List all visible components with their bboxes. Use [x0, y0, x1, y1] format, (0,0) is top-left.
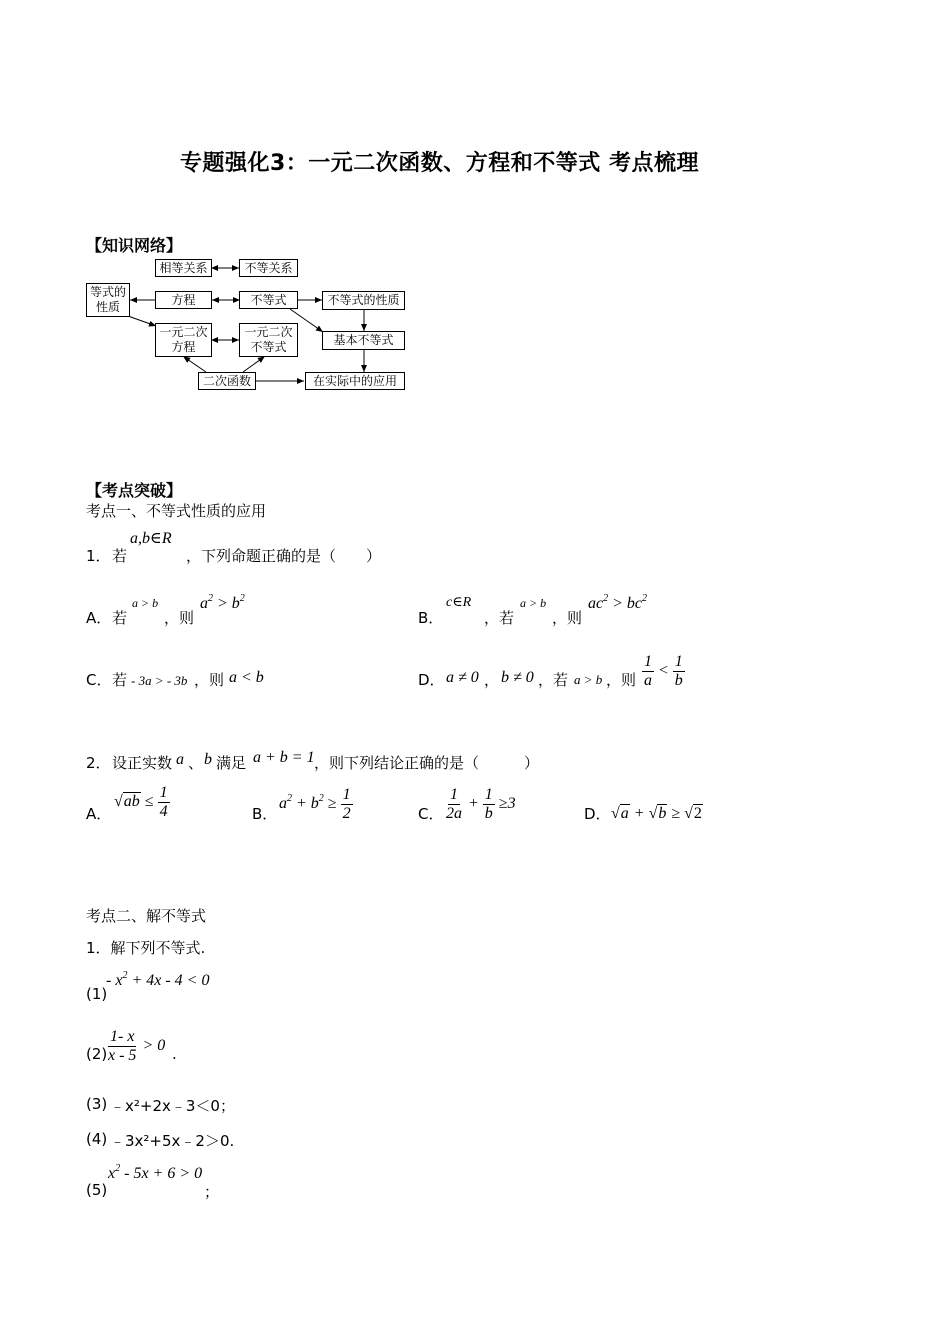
node-inequality: 不等式	[239, 291, 298, 309]
option-condition: c∈R	[446, 595, 472, 610]
node-equality-properties: 等式的 性质	[86, 283, 130, 317]
node-application: 在实际中的应用	[305, 372, 405, 390]
node-basic-inequality: 基本不等式	[322, 331, 405, 350]
node-equation: 方程	[155, 291, 212, 309]
q2-var-b: b	[204, 751, 212, 768]
option-label: C．	[418, 805, 444, 823]
q2-text: ，则下列结论正确的是（ ）	[314, 754, 540, 772]
q2-number: 2．	[86, 754, 111, 772]
point1-title: 考点一、不等式性质的应用	[86, 502, 267, 520]
option-label: B．	[252, 805, 278, 823]
node-equal-relation: 相等关系	[155, 259, 212, 277]
item-label: (1)	[86, 985, 108, 1003]
option-condition: a > b	[574, 672, 603, 687]
option-condition: a > b	[520, 596, 547, 610]
q1-condition: a,b∈R	[130, 530, 172, 547]
option-conclusion: a < b	[229, 669, 264, 686]
option-label: D．	[418, 671, 445, 689]
option-expr: $a^2 + b^2$ ≥ $\frac{1}{2}$	[279, 786, 351, 822]
option-text: ，若	[538, 671, 569, 689]
item-expr: $\frac{1- x}{x - 5}$ > 0	[108, 1028, 166, 1064]
q2-text: 设正实数	[112, 754, 173, 772]
option-expr: √ab ≤ $\frac{1}{4}$	[114, 784, 168, 820]
option-label: B．	[418, 609, 444, 627]
item-end: ；	[204, 1183, 220, 1201]
item-expr: - $x^2 + 4x - 4 < 0$	[106, 970, 210, 989]
item-label: (5)	[86, 1181, 108, 1199]
option-expr: $\frac{1}{2a}$ + $\frac{1}{b}$ ≥3	[446, 786, 516, 822]
option-text: 若	[112, 671, 128, 689]
option-conclusion: $ac^2 > bc^2$	[588, 593, 648, 612]
diagram-arrows	[0, 0, 950, 400]
option-text: ，则	[606, 671, 637, 689]
option-text: 若	[112, 609, 128, 627]
item-label: (4)	[86, 1130, 108, 1148]
point2-question-1: 1．解下列不等式.	[86, 939, 206, 957]
option-condition: a ≠ 0	[446, 669, 479, 686]
option-label: D．	[584, 805, 611, 823]
node-quadratic-equation: 一元二次 方程	[155, 323, 212, 357]
node-unequal-relation: 不等关系	[239, 259, 298, 277]
page-title: 专题强化3：一元二次函数、方程和不等式 考点梳理	[180, 151, 699, 176]
option-condition: a > b	[132, 596, 159, 610]
option-text: ，则	[194, 671, 225, 689]
arrow-quadineq-quadfunc	[243, 357, 264, 372]
q1-post: ，下列命题正确的是（ ）	[186, 547, 382, 565]
breakthrough-heading: 【考点突破】	[86, 481, 183, 500]
node-quadratic-function: 二次函数	[198, 372, 256, 390]
knowledge-network-heading: 【知识网络】	[86, 236, 183, 255]
node-quadratic-inequality: 一元二次 不等式	[239, 323, 298, 357]
point2-title: 考点二、解不等式	[86, 907, 207, 925]
option-text: ，则	[552, 609, 583, 627]
option-conclusion: $a^2 > b^2$	[200, 593, 245, 612]
item-label: (2)	[86, 1045, 108, 1063]
option-text: ，若	[484, 609, 515, 627]
q1-number: 1．	[86, 547, 111, 565]
option-expr: √a + √b ≥ √2	[611, 805, 702, 822]
q2-condition: a + b = 1	[253, 749, 315, 766]
node-inequality-properties: 不等式的性质	[322, 291, 405, 310]
option-text: ，则	[164, 609, 195, 627]
q2-text: 满足	[216, 754, 247, 772]
arrow-eqprops-quadeq	[128, 316, 156, 326]
item-expr: ﹣x²+2x﹣3＜0；	[110, 1097, 235, 1115]
option-label: A．	[86, 609, 112, 627]
option-label: C．	[86, 671, 112, 689]
item-expr: $x^2 - 5x + 6 > 0$	[108, 1163, 203, 1182]
q2-text: 、	[188, 754, 204, 772]
option-label: A．	[86, 805, 112, 823]
q2-var-a: a	[176, 751, 184, 768]
option-conclusion: $\frac{1}{a}$ < $\frac{1}{b}$	[644, 653, 683, 689]
option-condition: - 3a > - 3b	[131, 673, 188, 688]
option-condition: b ≠ 0	[501, 669, 534, 686]
item-end: .	[172, 1045, 177, 1063]
q1-pre: 若	[112, 547, 128, 565]
option-text: ，	[484, 671, 500, 689]
item-expr: ﹣3x²+5x﹣2＞0.	[110, 1132, 235, 1150]
item-label: (3)	[86, 1095, 108, 1113]
arrow-quadeq-quadfunc	[184, 357, 206, 372]
